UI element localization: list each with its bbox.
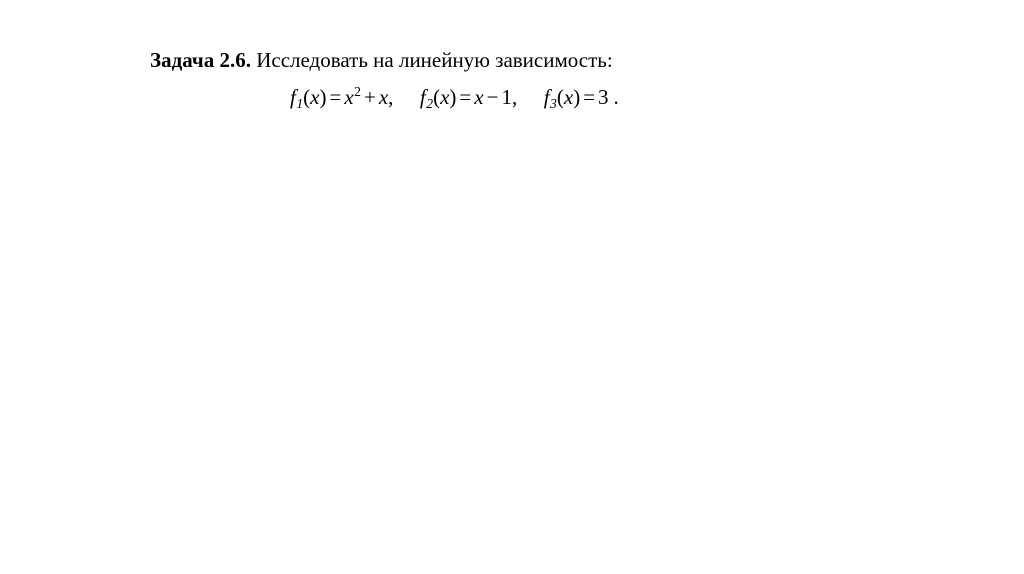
function-name-3: f bbox=[543, 84, 550, 109]
body-base-1: x bbox=[344, 84, 354, 109]
function-arg-3: x bbox=[563, 84, 574, 109]
body-base-2: x bbox=[474, 84, 484, 109]
function-arg-1: x bbox=[310, 84, 320, 109]
body-operator-1: + bbox=[364, 84, 376, 109]
function-name-1: f bbox=[290, 84, 296, 109]
equals-sign-3: = bbox=[583, 84, 596, 109]
formula-line bbox=[150, 84, 890, 111]
trailing-2: , bbox=[511, 84, 518, 109]
body-term-2: 1 bbox=[501, 84, 512, 109]
equals-sign-1: = bbox=[329, 84, 342, 109]
paren-open-3: ( bbox=[556, 84, 564, 109]
equals-sign-2: = bbox=[459, 84, 472, 109]
body-operator-2: − bbox=[486, 84, 499, 109]
function-expression-2 bbox=[420, 85, 523, 109]
problem-label: Задача 2.6. bbox=[150, 48, 251, 72]
function-index-1: 1 bbox=[296, 95, 304, 111]
trailing-3: . bbox=[613, 84, 619, 109]
body-base-3: 3 bbox=[598, 84, 609, 109]
function-index-3: 3 bbox=[550, 95, 557, 111]
problem-statement-text: Исследовать на линейную зависимость: bbox=[256, 48, 613, 72]
function-expression-3 bbox=[544, 85, 619, 109]
paren-close-1: ) bbox=[319, 84, 327, 109]
problem-statement-line bbox=[150, 46, 890, 74]
body-term-1: x bbox=[378, 84, 389, 109]
function-arg-2: x bbox=[440, 84, 450, 109]
paren-close-2: ) bbox=[449, 84, 457, 109]
paren-open-1: ( bbox=[303, 84, 311, 109]
function-name-2: f bbox=[419, 84, 426, 109]
trailing-1: , bbox=[388, 84, 394, 109]
body-exponent-1: 2 bbox=[354, 84, 361, 100]
problem-block bbox=[150, 46, 890, 112]
paren-close-3: ) bbox=[573, 84, 581, 109]
function-index-2: 2 bbox=[426, 95, 434, 111]
paren-open-2: ( bbox=[433, 84, 441, 109]
function-expression-1 bbox=[290, 85, 399, 109]
